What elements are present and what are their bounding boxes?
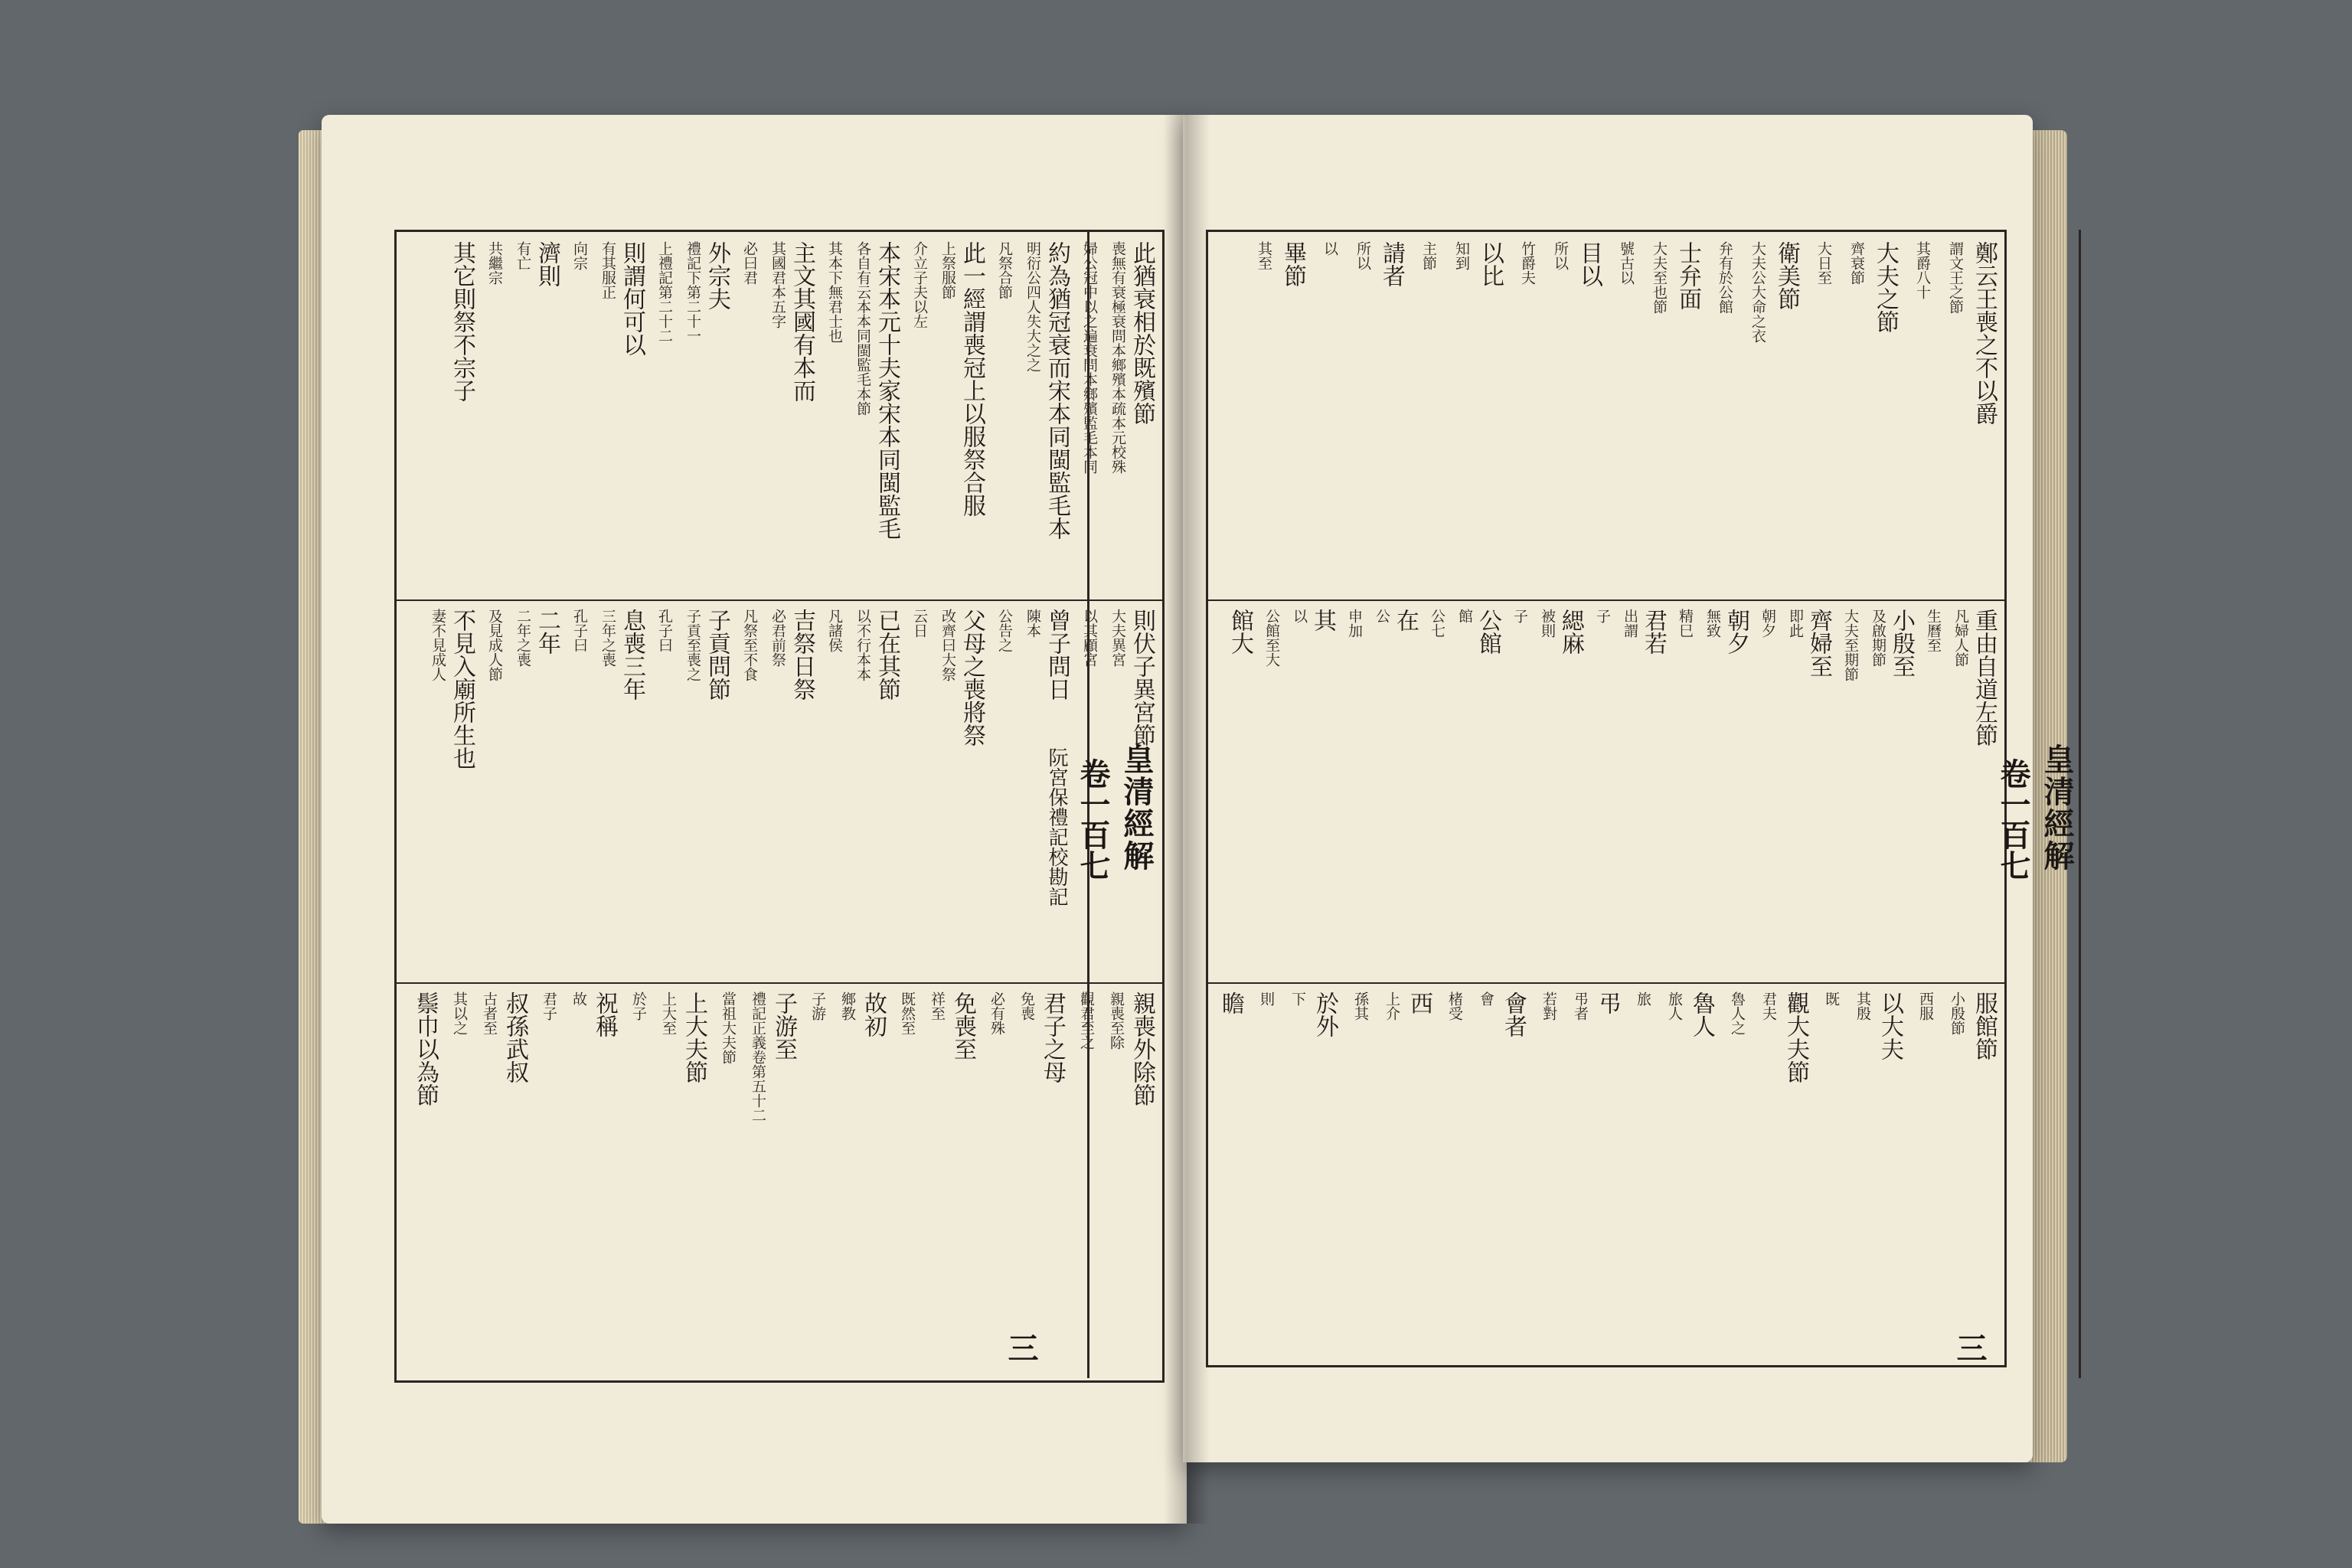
text-column: 祥至 [929,991,946,1021]
text-column: 君若 [1640,609,1667,655]
page-number-right: 三 [1952,1332,1988,1363]
text-column: 鄉教 [839,991,856,1021]
text-column: 上祭服節 [939,241,956,299]
text-column: 旅人 [1666,991,1683,1021]
text-column: 禮記下第二十一 [684,241,701,343]
text-column: 即此 [1787,609,1804,638]
text-column: 上大至 [660,991,677,1035]
text-column: 子 [1511,609,1528,623]
text-column: 所以 [1354,241,1371,270]
text-column: 弔 [1594,991,1621,1014]
text-column: 古者至 [481,991,498,1035]
text-column: 其 [1309,609,1336,632]
text-column: 以 [1321,241,1338,256]
text-column: 本宋本元十夫家宋本同閩監毛 [874,241,900,540]
text-column: 孔子曰 [571,609,588,652]
text-column: 凡祭至不食 [741,609,758,681]
text-column: 必君前祭 [769,609,786,667]
text-column: 必有殊 [988,991,1005,1035]
text-column: 子貢至喪之 [684,609,701,681]
text-column: 觀大夫節 [1782,991,1809,1083]
series-title-right: 皇清經解 [2039,743,2075,872]
text-column: 以比 [1477,241,1504,287]
text-column: 約為猶冠衰而宋本同閩監毛本 [1044,241,1070,540]
text-column: 不見入廟所生也 [449,609,475,769]
right-page [1183,115,2033,1462]
text-column: 主文其國有本而 [789,241,815,402]
text-column: 重由自道左節 [1971,609,1998,746]
text-column: 及見成人節 [486,609,503,681]
text-column: 子 [1594,609,1611,623]
text-column: 齊婦至 [1805,609,1832,678]
text-column: 明衍公四人失大之之 [1024,241,1041,372]
text-column: 孫其 [1352,991,1369,1021]
text-column: 公告之 [996,609,1013,652]
text-column: 及啟期節 [1870,609,1886,667]
text-column: 子游 [809,991,826,1021]
text-column: 其爵八十 [1914,241,1931,299]
text-column: 其至 [1256,241,1272,270]
text-column: 瞻 [1217,991,1244,1014]
text-column: 既 [1823,991,1840,1006]
text-column: 共繼宗 [486,241,503,285]
text-column: 禮記正義卷第五十二 [750,991,766,1122]
text-column: 既然至 [899,991,916,1035]
text-column: 君子之母 [1039,991,1066,1083]
text-column: 上大夫節 [681,991,707,1083]
text-column: 凡婦人節 [1952,609,1969,667]
text-column: 其它則祭不宗子 [449,241,475,402]
right-band-middle [1208,599,2004,984]
text-column: 大夫之節 [1872,241,1899,333]
text-column: 其本下無君士也 [826,241,843,343]
text-column: 喪無有衰極衰問本鄉殯本疏本元校殊 [1109,241,1126,474]
text-column: 服館節 [1971,991,1998,1060]
text-column: 小殷節 [1949,991,1965,1035]
text-column: 免喪至 [949,991,976,1060]
text-column: 大夫公大命之衣 [1749,241,1766,343]
series-title: 皇清經解 [1119,743,1155,872]
text-column: 故 [570,991,587,1006]
text-column: 旅 [1635,991,1651,1006]
text-column: 有亡 [514,241,531,270]
volume-number-right: 卷一百七 [1995,758,2031,880]
text-column: 則 [1258,991,1275,1006]
text-column: 觀君至之 [1078,991,1095,1050]
book-gutter [1164,115,1210,1524]
text-column: 出謂 [1622,609,1638,638]
text-column: 會 [1478,991,1494,1006]
page-number: 三 [1003,1332,1039,1363]
text-column: 外宗夫 [704,241,730,310]
text-column: 館大 [1227,609,1253,655]
text-column: 婦公冠中以之遍衰問本鄉殯監毛本同 [1081,241,1098,474]
text-column: 鄭云王喪之不以爵 [1971,241,1998,425]
text-column: 畢節 [1279,241,1306,287]
text-column: 精巳 [1677,609,1694,638]
text-column: 故初 [860,991,887,1037]
text-column: 當祖大夫節 [720,991,737,1064]
text-column: 君子 [541,991,557,1021]
text-column: 凡諸侯 [826,609,843,652]
text-column: 知到 [1453,241,1470,270]
text-column: 親喪外除節 [1129,991,1155,1106]
text-column: 弔者 [1572,991,1589,1021]
text-column: 君夫 [1760,991,1777,1021]
text-column: 魯人之 [1729,991,1746,1035]
text-column: 請者 [1378,241,1405,287]
text-column: 士弁面 [1674,241,1701,310]
text-column: 三年之喪 [599,609,616,667]
text-column: 小殷至 [1888,609,1915,678]
text-column: 被則 [1539,609,1556,638]
text-column: 公七 [1429,609,1446,638]
text-column: 父母之喪將祭 [959,609,985,746]
text-column: 凡祭合節 [996,241,1013,299]
text-column: 鬃巾以為節 [412,991,439,1106]
text-column: 息喪三年 [619,609,645,701]
text-column: 其以之 [451,991,468,1035]
text-column: 大夫異宮 [1109,609,1126,667]
text-column: 朝夕 [1759,609,1776,638]
text-column: 其殷 [1854,991,1871,1021]
text-column: 西 [1406,991,1432,1014]
text-column: 則謂何可以 [619,241,645,356]
text-column: 館 [1456,609,1473,623]
text-column: 各自有云本本同閩監毛本節 [854,241,871,416]
right-band-top [1208,232,2004,601]
text-column: 則伏子異宮節 [1129,609,1155,746]
text-column: 衛美節 [1773,241,1800,310]
text-column: 魯人 [1688,991,1715,1037]
text-column: 西服 [1917,991,1934,1021]
text-column: 上禮記第二十二 [656,241,673,343]
text-column: 云日 [911,609,928,638]
text-column: 妻不見成人 [430,609,446,681]
text-column: 弁有於公館 [1717,241,1733,314]
text-column: 此猶衰相於既殯節 [1129,241,1155,425]
text-column: 其國君本五字 [769,241,786,328]
text-column: 於子 [630,991,647,1021]
right-band-bottom [1208,982,2004,1380]
text-column: 已在其節 [874,609,900,701]
text-column: 大夫至也節 [1651,241,1668,314]
left-band-bottom [397,982,1162,1380]
text-column: 主節 [1420,241,1437,270]
text-column: 免喪 [1018,991,1035,1021]
text-column: 子游至 [770,991,797,1060]
text-column: 楮受 [1446,991,1463,1021]
text-column: 祝稱 [591,991,618,1037]
text-column: 二年 [534,609,560,655]
text-column: 謂文王之節 [1947,241,1964,314]
text-column: 若對 [1540,991,1557,1021]
text-column: 所以 [1552,241,1569,270]
text-column: 以大夫 [1877,991,1903,1060]
text-column: 申加 [1346,609,1363,638]
text-column: 子貢問節 [704,609,730,701]
text-column: 公館 [1475,609,1501,655]
text-column: 孔子曰 [656,609,673,652]
text-column: 下 [1289,991,1306,1006]
text-column: 濟則 [534,241,560,287]
text-column: 向宗 [571,241,588,270]
editor-credit: 阮宮保禮記校勘記 [1045,747,1068,906]
text-column: 生曆至 [1925,609,1942,652]
text-column: 竹爵夫 [1519,241,1536,285]
text-column: 目以 [1576,241,1602,287]
text-column: 以其顧宮 [1081,609,1098,667]
text-column: 朝夕 [1723,609,1749,655]
volume-number: 卷一百七 [1075,758,1111,880]
text-column: 公館至大 [1263,609,1280,667]
text-column: 號古以 [1618,241,1635,285]
text-column: 有其服正 [599,241,616,299]
text-column: 以 [1291,609,1308,623]
text-column: 大日至 [1815,241,1832,285]
text-column: 曾子問日 [1044,609,1070,701]
text-column: 以不行本本 [854,609,871,681]
text-column: 無致 [1704,609,1721,638]
text-column: 陳本 [1024,609,1041,638]
text-column: 齊衰節 [1848,241,1865,285]
text-column: 大夫至期節 [1842,609,1859,681]
text-column: 親喪至除 [1108,991,1125,1050]
text-column: 上介 [1383,991,1400,1021]
text-column: 此一經謂喪冠上以服祭合服 [959,241,985,517]
left-band-top [397,232,1162,601]
text-column: 吉祭日祭 [789,609,815,701]
text-column: 會者 [1500,991,1527,1037]
right-text-frame [1206,230,2007,1367]
text-column: 介立子夫以左 [911,241,928,328]
text-column: 改齊曰大祭 [939,609,956,681]
text-column: 緦麻 [1557,609,1584,655]
text-column: 叔孫武叔 [501,991,528,1083]
text-column: 於外 [1312,991,1338,1037]
text-column: 公 [1374,609,1390,623]
text-column: 二年之喪 [514,609,531,667]
text-column: 必曰君 [741,241,758,285]
text-column: 在 [1392,609,1419,632]
